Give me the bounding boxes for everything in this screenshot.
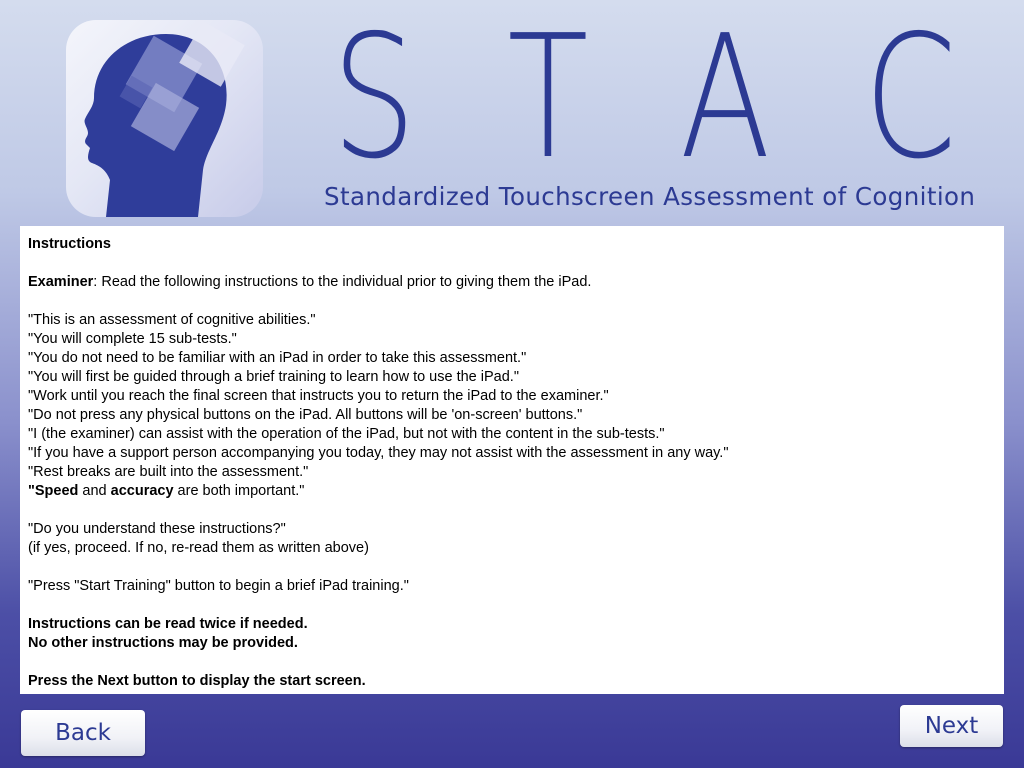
brand-letter: S	[331, 0, 417, 197]
start-training-line: "Press "Start Training" button to begin a brief iPad training."	[28, 578, 409, 594]
examiner-note	[28, 273, 996, 292]
brand-letter: A	[680, 0, 771, 197]
instruction-line: "You will first be guided through a brief training to learn how to use the iPad."	[28, 369, 519, 385]
instruction-line: "Do not press any physical buttons on the iPad. All buttons will be 'on-screen' buttons."	[28, 407, 583, 423]
speed-accuracy-line: "Speed and accuracy are both important."	[28, 483, 305, 499]
read-twice-note: Instructions can be read twice if needed.	[28, 616, 308, 632]
press-next-note: Press the Next button to display the start screen.	[28, 673, 366, 689]
instruction-line: "I (the examiner) can assist with the operation of the iPad, but not with the content in the sub-tests."	[28, 426, 665, 442]
head-profile-logo-icon	[66, 20, 263, 217]
examiner-text: : Read the following instructions to the individual prior to giving them the iPad.	[93, 274, 592, 290]
question-line: "Do you understand these instructions?"	[28, 521, 286, 537]
instructions-heading: Instructions	[28, 236, 111, 252]
brand-letter: C	[864, 0, 957, 197]
instructions-panel	[20, 226, 1004, 694]
back-button[interactable]: Back	[21, 710, 145, 756]
instruction-line: "If you have a support person accompanying you today, they may not assist with the assessment in any way."	[28, 445, 729, 461]
question-note: (if yes, proceed. If no, re-read them as written above)	[28, 540, 369, 556]
instruction-line: "This is an assessment of cognitive abilities."	[28, 312, 316, 328]
next-button[interactable]: Next	[900, 705, 1003, 747]
no-other-note: No other instructions may be provided.	[28, 635, 298, 651]
app-subtitle: Standardized Touchscreen Assessment of Cognition	[324, 182, 976, 211]
brand-letter: T	[507, 0, 589, 197]
instruction-line: "Work until you reach the final screen that instructs you to return the iPad to the examiner."	[28, 388, 609, 404]
instruction-line: "You will complete 15 sub-tests."	[28, 331, 237, 347]
examiner-label: Examiner	[28, 274, 94, 290]
instruction-line: "You do not need to be familiar with an iPad in order to take this assessment."	[28, 350, 527, 366]
instruction-line: "Rest breaks are built into the assessment."	[28, 464, 309, 480]
